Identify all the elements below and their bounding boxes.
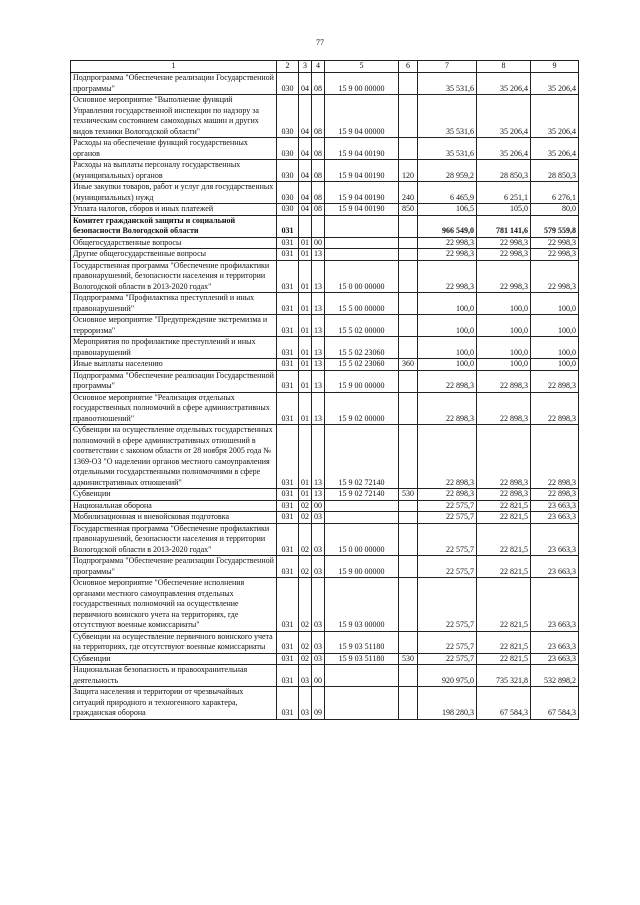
table-header-row: [71, 61, 579, 73]
row-amount-year1-cell: 35 531,6: [418, 138, 477, 160]
column-header: 3: [299, 61, 312, 73]
row-amount-year2-cell: 22 821,5: [477, 500, 531, 512]
row-code-cell: 031: [277, 249, 299, 261]
row-amount-year3-cell: 22 998,3: [531, 249, 579, 261]
row-amount-year1-cell: 920 975,0: [418, 665, 477, 687]
row-expense-type-cell: 120: [399, 160, 418, 182]
row-expense-type-cell: 530: [399, 489, 418, 501]
row-amount-year1-cell: 35 531,6: [418, 73, 477, 95]
row-section-cell: [299, 215, 312, 237]
row-subsection-cell: 13: [312, 293, 325, 315]
row-target-article-cell: [325, 500, 399, 512]
row-amount-year1-cell: 22 898,3: [418, 425, 477, 489]
row-subsection-cell: 08: [312, 138, 325, 160]
row-code-cell: 031: [277, 293, 299, 315]
row-subsection-cell: 03: [312, 578, 325, 632]
row-amount-year3-cell: 35 206,4: [531, 73, 579, 95]
row-section-cell: 04: [299, 73, 312, 95]
row-target-article-cell: 15 0 00 00000: [325, 260, 399, 293]
row-section-cell: 02: [299, 653, 312, 665]
row-amount-year1-cell: 22 998,3: [418, 260, 477, 293]
row-name-cell: Мероприятия по профилактике преступлений и иных правонарушений: [71, 337, 277, 359]
row-subsection-cell: 13: [312, 392, 325, 425]
row-amount-year1-cell: 22 575,7: [418, 500, 477, 512]
row-name-cell: Субвенции: [71, 489, 277, 501]
row-expense-type-cell: 360: [399, 359, 418, 371]
table-row: [71, 653, 579, 665]
table-row: [71, 95, 579, 138]
row-amount-year1-cell: 22 998,3: [418, 249, 477, 261]
column-header: 6: [399, 61, 418, 73]
row-section-cell: 02: [299, 512, 312, 524]
row-code-cell: 030: [277, 73, 299, 95]
row-section-cell: 04: [299, 138, 312, 160]
row-amount-year3-cell: 100,0: [531, 293, 579, 315]
row-expense-type-cell: [399, 523, 418, 556]
table-row: [71, 315, 579, 337]
row-expense-type-cell: [399, 138, 418, 160]
row-amount-year2-cell: 6 251,1: [477, 182, 531, 204]
table-row: [71, 687, 579, 720]
row-amount-year2-cell: 28 850,3: [477, 160, 531, 182]
row-name-cell: Национальная безопасность и правоохранительная деятельность: [71, 665, 277, 687]
row-amount-year3-cell: 100,0: [531, 359, 579, 371]
row-amount-year1-cell: 100,0: [418, 293, 477, 315]
row-code-cell: 031: [277, 489, 299, 501]
row-section-cell: 01: [299, 337, 312, 359]
row-name-cell: Подпрограмма "Профилактика преступлений и иных правонарушений": [71, 293, 277, 315]
row-amount-year1-cell: 966 549,0: [418, 215, 477, 237]
row-amount-year3-cell: 22 998,3: [531, 237, 579, 249]
column-header: 7: [418, 61, 477, 73]
row-amount-year2-cell: 22 898,3: [477, 370, 531, 392]
row-expense-type-cell: 530: [399, 653, 418, 665]
row-name-cell: Подпрограмма "Обеспечение реализации Государственной программы": [71, 73, 277, 95]
row-amount-year2-cell: 35 206,4: [477, 138, 531, 160]
row-amount-year1-cell: 22 575,7: [418, 523, 477, 556]
row-amount-year1-cell: 22 575,7: [418, 578, 477, 632]
row-amount-year2-cell: 781 141,6: [477, 215, 531, 237]
row-target-article-cell: 15 9 00 00000: [325, 556, 399, 578]
row-target-article-cell: [325, 249, 399, 261]
row-expense-type-cell: [399, 578, 418, 632]
row-target-article-cell: [325, 215, 399, 237]
row-subsection-cell: 08: [312, 73, 325, 95]
row-name-cell: Основное мероприятие "Реализация отдельных государственных полномочий в сфере административных правоотношений": [71, 392, 277, 425]
row-subsection-cell: 08: [312, 95, 325, 138]
row-code-cell: 031: [277, 215, 299, 237]
row-code-cell: 031: [277, 315, 299, 337]
row-code-cell: 031: [277, 500, 299, 512]
row-target-article-cell: 15 5 02 23060: [325, 337, 399, 359]
row-section-cell: 01: [299, 260, 312, 293]
row-subsection-cell: [312, 215, 325, 237]
table-row: [71, 489, 579, 501]
row-amount-year2-cell: 22 821,5: [477, 556, 531, 578]
row-expense-type-cell: [399, 370, 418, 392]
row-section-cell: 01: [299, 392, 312, 425]
row-subsection-cell: 09: [312, 687, 325, 720]
row-target-article-cell: 15 9 04 00190: [325, 160, 399, 182]
row-expense-type-cell: [399, 237, 418, 249]
row-name-cell: Комитет гражданской защиты и социальной безопасности Вологодской области: [71, 215, 277, 237]
row-name-cell: Расходы на обеспечение функций государственных органов: [71, 138, 277, 160]
row-amount-year2-cell: 735 321,8: [477, 665, 531, 687]
row-amount-year2-cell: 100,0: [477, 293, 531, 315]
row-subsection-cell: 13: [312, 315, 325, 337]
row-section-cell: 02: [299, 523, 312, 556]
row-subsection-cell: 03: [312, 556, 325, 578]
row-target-article-cell: 15 5 02 00000: [325, 315, 399, 337]
table-row: [71, 73, 579, 95]
table-row: [71, 337, 579, 359]
column-header: 4: [312, 61, 325, 73]
row-code-cell: 031: [277, 523, 299, 556]
row-code-cell: 031: [277, 687, 299, 720]
row-section-cell: 01: [299, 237, 312, 249]
row-subsection-cell: 03: [312, 523, 325, 556]
row-amount-year2-cell: 22 898,3: [477, 392, 531, 425]
row-section-cell: 02: [299, 500, 312, 512]
row-amount-year2-cell: 100,0: [477, 337, 531, 359]
row-code-cell: 031: [277, 556, 299, 578]
row-name-cell: Иные выплаты населению: [71, 359, 277, 371]
row-section-cell: 02: [299, 631, 312, 653]
table-row: [71, 556, 579, 578]
row-target-article-cell: [325, 512, 399, 524]
row-amount-year1-cell: 22 898,3: [418, 370, 477, 392]
row-section-cell: 04: [299, 182, 312, 204]
row-target-article-cell: 15 9 02 72140: [325, 489, 399, 501]
row-expense-type-cell: [399, 95, 418, 138]
row-amount-year3-cell: 22 898,3: [531, 425, 579, 489]
row-expense-type-cell: [399, 315, 418, 337]
row-amount-year3-cell: 23 663,3: [531, 500, 579, 512]
row-expense-type-cell: [399, 215, 418, 237]
row-expense-type-cell: [399, 249, 418, 261]
row-expense-type-cell: [399, 293, 418, 315]
row-amount-year3-cell: 22 898,3: [531, 489, 579, 501]
row-amount-year2-cell: 22 821,5: [477, 631, 531, 653]
row-subsection-cell: 00: [312, 237, 325, 249]
row-name-cell: Субвенции на осуществление отдельных государственных полномочий в сфере административных отношений в соответствии с законом области от 28 ноября 2005 года № 1369-ОЗ "О наделении органов местного самоуправления отдельными государственными полномочиями в сфере административных отношений": [71, 425, 277, 489]
row-target-article-cell: 15 9 04 00190: [325, 138, 399, 160]
row-subsection-cell: 13: [312, 370, 325, 392]
row-target-article-cell: 15 9 04 00000: [325, 95, 399, 138]
row-target-article-cell: 15 9 04 00190: [325, 182, 399, 204]
row-amount-year2-cell: 67 584,3: [477, 687, 531, 720]
row-name-cell: Другие общегосударственные вопросы: [71, 249, 277, 261]
row-code-cell: 031: [277, 237, 299, 249]
row-amount-year2-cell: 35 206,4: [477, 73, 531, 95]
row-amount-year2-cell: 22 821,5: [477, 653, 531, 665]
row-expense-type-cell: 850: [399, 204, 418, 216]
row-section-cell: 04: [299, 160, 312, 182]
table-row: [71, 425, 579, 489]
row-amount-year3-cell: 23 663,3: [531, 556, 579, 578]
row-amount-year3-cell: 23 663,3: [531, 523, 579, 556]
row-expense-type-cell: [399, 512, 418, 524]
row-expense-type-cell: [399, 73, 418, 95]
row-subsection-cell: 08: [312, 182, 325, 204]
row-code-cell: 031: [277, 260, 299, 293]
row-amount-year2-cell: 105,0: [477, 204, 531, 216]
row-subsection-cell: 13: [312, 260, 325, 293]
row-section-cell: 03: [299, 687, 312, 720]
row-amount-year3-cell: 532 898,2: [531, 665, 579, 687]
row-subsection-cell: 08: [312, 204, 325, 216]
row-target-article-cell: 15 9 02 00000: [325, 392, 399, 425]
row-target-article-cell: 15 9 03 51180: [325, 631, 399, 653]
row-amount-year3-cell: 23 663,3: [531, 631, 579, 653]
row-code-cell: 031: [277, 665, 299, 687]
page-number: 77: [316, 38, 324, 47]
row-target-article-cell: 15 0 00 00000: [325, 523, 399, 556]
row-name-cell: Государственная программа "Обеспечение профилактики правонарушений, безопасности населения и территории Вологодской области в 2013-2020 годах": [71, 260, 277, 293]
row-code-cell: 030: [277, 95, 299, 138]
row-expense-type-cell: [399, 425, 418, 489]
row-name-cell: Иные закупки товаров, работ и услуг для государственных (муниципальных) нужд: [71, 182, 277, 204]
row-amount-year2-cell: 22 998,3: [477, 249, 531, 261]
row-expense-type-cell: [399, 392, 418, 425]
row-code-cell: 030: [277, 160, 299, 182]
table-row: [71, 293, 579, 315]
row-target-article-cell: [325, 665, 399, 687]
row-amount-year1-cell: 6 465,9: [418, 182, 477, 204]
table-row: [71, 260, 579, 293]
row-amount-year3-cell: 22 998,3: [531, 260, 579, 293]
row-amount-year2-cell: 22 998,3: [477, 237, 531, 249]
row-code-cell: 030: [277, 204, 299, 216]
table-row: [71, 237, 579, 249]
row-amount-year1-cell: 22 898,3: [418, 392, 477, 425]
row-subsection-cell: 00: [312, 500, 325, 512]
row-name-cell: Расходы на выплаты персоналу государственных (муниципальных) органов: [71, 160, 277, 182]
table-row: [71, 359, 579, 371]
row-amount-year1-cell: 22 575,7: [418, 653, 477, 665]
row-section-cell: 01: [299, 293, 312, 315]
table-row: [71, 512, 579, 524]
row-subsection-cell: 08: [312, 160, 325, 182]
row-code-cell: 031: [277, 653, 299, 665]
row-subsection-cell: 13: [312, 359, 325, 371]
row-section-cell: 01: [299, 370, 312, 392]
row-subsection-cell: 13: [312, 489, 325, 501]
row-amount-year1-cell: 22 575,7: [418, 631, 477, 653]
row-amount-year2-cell: 22 898,3: [477, 489, 531, 501]
row-expense-type-cell: 240: [399, 182, 418, 204]
row-amount-year2-cell: 22 898,3: [477, 425, 531, 489]
row-name-cell: Основное мероприятие "Выполнение функций Управления государственной инспекции по надзору за техническим состоянием самоходных машин и других видов техники Вологодской области": [71, 95, 277, 138]
row-section-cell: 01: [299, 425, 312, 489]
row-target-article-cell: [325, 687, 399, 720]
row-expense-type-cell: [399, 631, 418, 653]
row-subsection-cell: 03: [312, 512, 325, 524]
row-amount-year2-cell: 100,0: [477, 359, 531, 371]
row-target-article-cell: 15 9 00 00000: [325, 73, 399, 95]
table-row: [71, 138, 579, 160]
row-section-cell: 02: [299, 578, 312, 632]
row-target-article-cell: 15 9 02 72140: [325, 425, 399, 489]
row-amount-year3-cell: 22 898,3: [531, 370, 579, 392]
row-amount-year3-cell: 80,0: [531, 204, 579, 216]
row-code-cell: 031: [277, 631, 299, 653]
row-target-article-cell: 15 9 04 00190: [325, 204, 399, 216]
row-amount-year1-cell: 22 575,7: [418, 512, 477, 524]
row-name-cell: Мобилизационная и вневойсковая подготовка: [71, 512, 277, 524]
row-target-article-cell: 15 5 02 23060: [325, 359, 399, 371]
budget-table: [70, 60, 579, 720]
row-name-cell: Государственная программа "Обеспечение профилактики правонарушений, безопасности населения и территории Вологодской области в 2013-2020 годах": [71, 523, 277, 556]
row-amount-year1-cell: 198 280,3: [418, 687, 477, 720]
row-section-cell: 01: [299, 359, 312, 371]
row-amount-year1-cell: 100,0: [418, 359, 477, 371]
row-amount-year1-cell: 22 575,7: [418, 556, 477, 578]
row-name-cell: Субвенции на осуществление первичного воинского учета на территориях, где отсутствуют военные комиссариаты: [71, 631, 277, 653]
table-row: [71, 392, 579, 425]
row-amount-year3-cell: 579 559,8: [531, 215, 579, 237]
column-header: 5: [325, 61, 399, 73]
table-row: [71, 500, 579, 512]
row-target-article-cell: 15 5 00 00000: [325, 293, 399, 315]
row-name-cell: Уплата налогов, сборов и иных платежей: [71, 204, 277, 216]
row-section-cell: 04: [299, 95, 312, 138]
row-name-cell: Защита населения и территории от чрезвычайных ситуаций природного и техногенного характера, гражданская оборона: [71, 687, 277, 720]
row-code-cell: 030: [277, 138, 299, 160]
row-expense-type-cell: [399, 337, 418, 359]
row-name-cell: Основное мероприятие "Обеспечение исполнения органами местного самоуправления отдельных государственных полномочий на осуществление первичного воинского учета на территориях, где отсутствуют военные комиссариаты": [71, 578, 277, 632]
table-row: [71, 182, 579, 204]
row-code-cell: 030: [277, 182, 299, 204]
row-amount-year1-cell: 35 531,6: [418, 95, 477, 138]
row-amount-year1-cell: 100,0: [418, 337, 477, 359]
row-amount-year3-cell: 6 276,1: [531, 182, 579, 204]
row-code-cell: 031: [277, 578, 299, 632]
row-section-cell: 04: [299, 204, 312, 216]
table-row: [71, 665, 579, 687]
row-amount-year1-cell: 22 898,3: [418, 489, 477, 501]
row-amount-year3-cell: 22 898,3: [531, 392, 579, 425]
column-header: 9: [531, 61, 579, 73]
row-code-cell: 031: [277, 512, 299, 524]
table-row: [71, 631, 579, 653]
table-row: [71, 204, 579, 216]
row-amount-year3-cell: 100,0: [531, 315, 579, 337]
table-row: [71, 523, 579, 556]
row-amount-year1-cell: 106,5: [418, 204, 477, 216]
table-row: [71, 249, 579, 261]
row-amount-year2-cell: 22 821,5: [477, 512, 531, 524]
row-code-cell: 031: [277, 425, 299, 489]
row-expense-type-cell: [399, 500, 418, 512]
table-row: [71, 578, 579, 632]
table-row: [71, 160, 579, 182]
row-section-cell: 01: [299, 315, 312, 337]
row-subsection-cell: 13: [312, 249, 325, 261]
row-expense-type-cell: [399, 665, 418, 687]
row-subsection-cell: 00: [312, 665, 325, 687]
row-section-cell: 01: [299, 489, 312, 501]
row-target-article-cell: 15 9 03 00000: [325, 578, 399, 632]
row-code-cell: 031: [277, 337, 299, 359]
table-row: [71, 215, 579, 237]
row-amount-year2-cell: 100,0: [477, 315, 531, 337]
row-name-cell: Основное мероприятие "Предупреждение экстремизма и терроризма": [71, 315, 277, 337]
column-header: 2: [277, 61, 299, 73]
row-subsection-cell: 03: [312, 653, 325, 665]
row-amount-year2-cell: 22 821,5: [477, 523, 531, 556]
row-amount-year2-cell: 22 821,5: [477, 578, 531, 632]
row-subsection-cell: 13: [312, 425, 325, 489]
row-amount-year3-cell: 23 663,3: [531, 512, 579, 524]
row-amount-year1-cell: 28 959,2: [418, 160, 477, 182]
row-amount-year1-cell: 100,0: [418, 315, 477, 337]
row-target-article-cell: 15 9 00 00000: [325, 370, 399, 392]
row-expense-type-cell: [399, 260, 418, 293]
row-code-cell: 031: [277, 370, 299, 392]
row-name-cell: Субвенции: [71, 653, 277, 665]
row-section-cell: 02: [299, 556, 312, 578]
row-code-cell: 031: [277, 359, 299, 371]
row-code-cell: 031: [277, 392, 299, 425]
row-name-cell: Общегосударственные вопросы: [71, 237, 277, 249]
row-amount-year3-cell: 35 206,4: [531, 95, 579, 138]
row-target-article-cell: 15 9 03 51180: [325, 653, 399, 665]
column-header: 8: [477, 61, 531, 73]
row-name-cell: Национальная оборона: [71, 500, 277, 512]
row-expense-type-cell: [399, 687, 418, 720]
row-subsection-cell: 03: [312, 631, 325, 653]
row-amount-year3-cell: 28 850,3: [531, 160, 579, 182]
row-expense-type-cell: [399, 556, 418, 578]
row-amount-year3-cell: 100,0: [531, 337, 579, 359]
row-amount-year1-cell: 22 998,3: [418, 237, 477, 249]
row-amount-year3-cell: 23 663,3: [531, 653, 579, 665]
row-amount-year3-cell: 35 206,4: [531, 138, 579, 160]
row-name-cell: Подпрограмма "Обеспечение реализации Государственной программы": [71, 556, 277, 578]
row-amount-year2-cell: 22 998,3: [477, 260, 531, 293]
row-name-cell: Подпрограмма "Обеспечение реализации Государственной программы": [71, 370, 277, 392]
row-subsection-cell: 13: [312, 337, 325, 359]
row-target-article-cell: [325, 237, 399, 249]
row-section-cell: 01: [299, 249, 312, 261]
column-header: 1: [71, 61, 277, 73]
table-row: [71, 370, 579, 392]
row-section-cell: 03: [299, 665, 312, 687]
row-amount-year3-cell: 67 584,3: [531, 687, 579, 720]
row-amount-year3-cell: 23 663,3: [531, 578, 579, 632]
row-amount-year2-cell: 35 206,4: [477, 95, 531, 138]
